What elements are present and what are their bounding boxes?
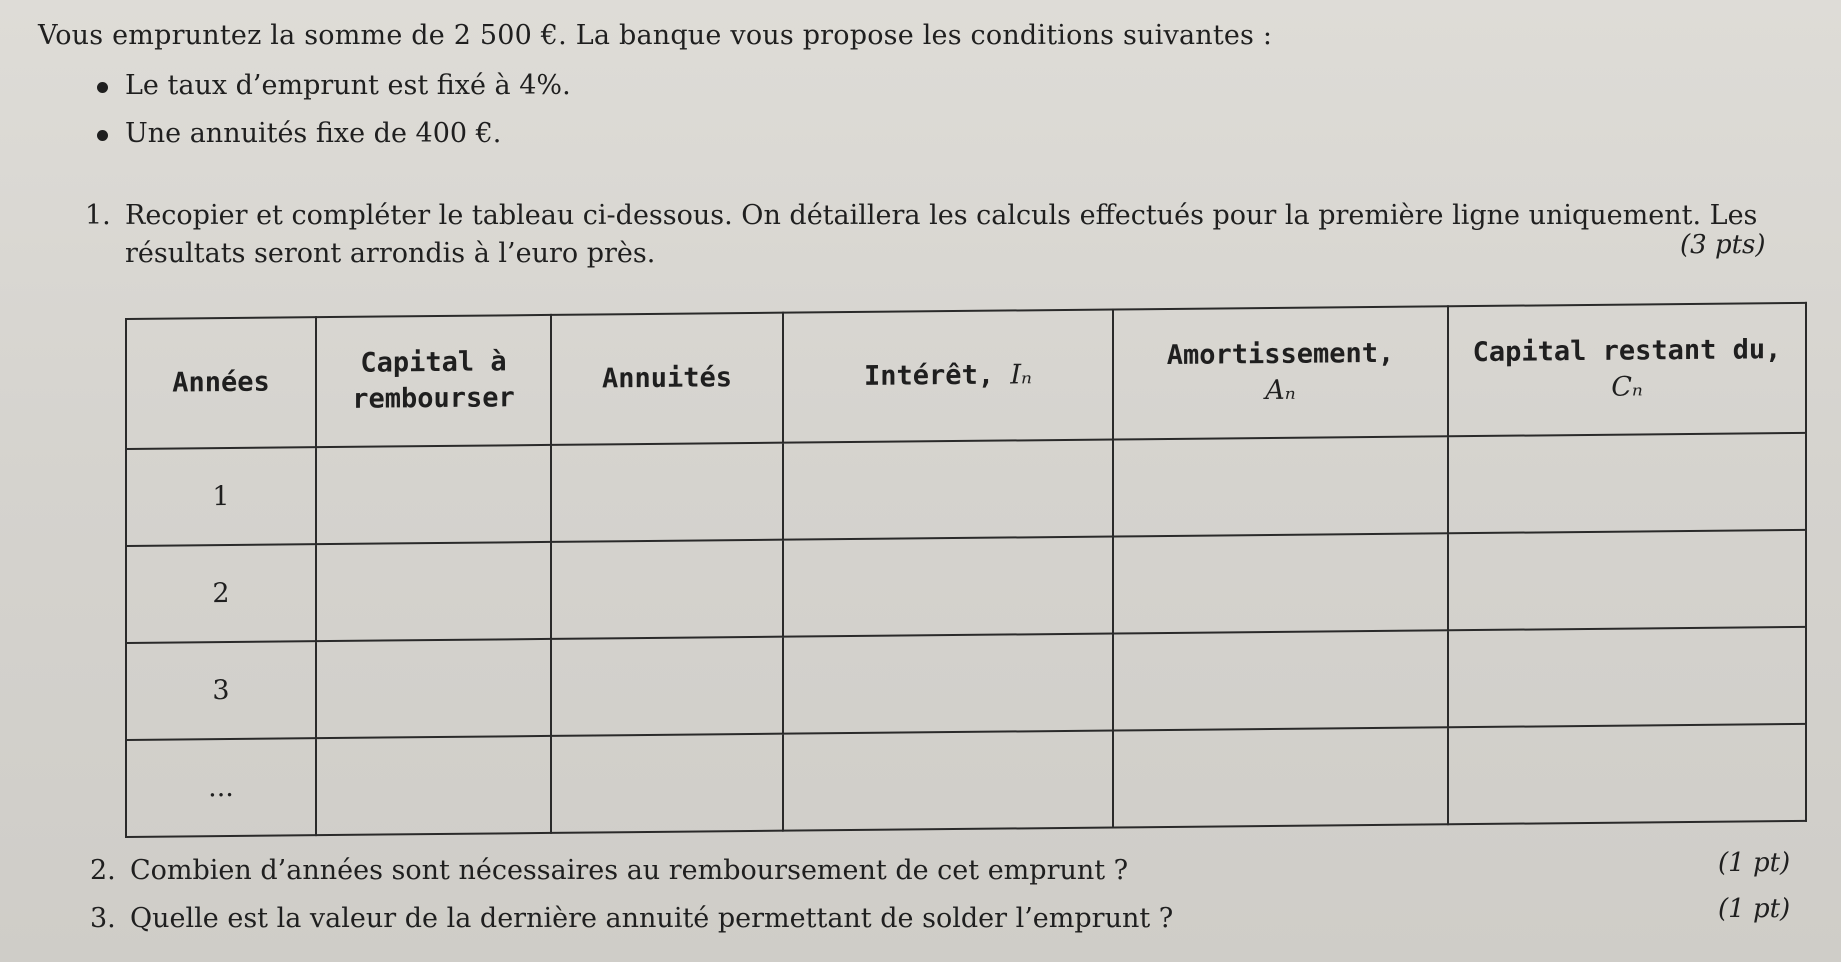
- empty-cell: [1448, 433, 1806, 533]
- amortization-table: [125, 302, 1805, 828]
- empty-cell: [316, 542, 551, 641]
- empty-cell: [1113, 533, 1448, 633]
- empty-cell: [551, 443, 783, 542]
- header-amortization: Amortissement, Aₙ: [1113, 306, 1448, 439]
- empty-cell: [316, 736, 551, 835]
- table-row: [126, 433, 1806, 546]
- year-cell: 3: [126, 641, 316, 740]
- bullet-rate: [125, 70, 571, 101]
- question-1-points: (3 pts): [1680, 230, 1766, 260]
- empty-cell: [1113, 436, 1448, 536]
- table-row: [126, 724, 1806, 837]
- question-2: [90, 855, 1128, 886]
- year-cell: 1: [126, 447, 316, 546]
- year-cell: ...: [126, 738, 316, 837]
- table-row: [126, 627, 1806, 740]
- table-header-row: [126, 303, 1806, 449]
- question-3: [90, 903, 1173, 934]
- question-3-number: 3.: [90, 903, 116, 934]
- bullet-annuity-text: Une annuités fixe de 400 €.: [125, 118, 502, 149]
- bullet-annuity: [125, 118, 501, 149]
- year-cell: 2: [126, 544, 316, 643]
- question-3-points: (1 pt): [1718, 894, 1791, 924]
- question-1-text: Recopier et compléter le tableau ci-dessous. On détaillera les calculs effectués pour la première ligne uniquement. Les: [125, 200, 1758, 231]
- empty-cell: [783, 537, 1113, 637]
- bullet-dot-icon: [97, 82, 108, 93]
- intro-text: Vous empruntez la somme de 2 500 €. La banque vous propose les conditions suivantes :: [38, 20, 1273, 51]
- table-row: [126, 530, 1806, 643]
- question-2-text: Combien d’années sont nécessaires au remboursement de cet emprunt ?: [130, 855, 1129, 886]
- empty-cell: [316, 639, 551, 738]
- header-interest: Intérêt, Iₙ: [783, 310, 1113, 443]
- header-capital: Capital à rembourser: [316, 315, 551, 447]
- empty-cell: [783, 731, 1113, 831]
- question-1: [85, 200, 1757, 231]
- question-1-number: 1.: [85, 200, 111, 231]
- empty-cell: [783, 634, 1113, 734]
- header-remaining-capital: Capital restant du, Cₙ: [1448, 303, 1806, 436]
- bullet-dot-icon: [97, 130, 108, 141]
- empty-cell: [316, 445, 551, 544]
- empty-cell: [551, 637, 783, 736]
- empty-cell: [1448, 530, 1806, 630]
- empty-cell: [1113, 630, 1448, 730]
- header-annuities: Annuités: [551, 313, 783, 445]
- empty-cell: [1113, 727, 1448, 827]
- empty-cell: [783, 440, 1113, 540]
- bullet-rate-text: Le taux d’emprunt est fixé à 4%.: [125, 70, 571, 101]
- question-1-text-line2: résultats seront arrondis à l’euro près.: [125, 238, 656, 269]
- question-3-text: Quelle est la valeur de la dernière annuité permettant de solder l’emprunt ?: [130, 903, 1174, 934]
- question-2-number: 2.: [90, 855, 116, 886]
- question-2-points: (1 pt): [1718, 848, 1791, 878]
- empty-cell: [551, 734, 783, 833]
- empty-cell: [1448, 724, 1806, 824]
- header-years: Années: [126, 317, 316, 449]
- empty-cell: [1448, 627, 1806, 727]
- empty-cell: [551, 540, 783, 639]
